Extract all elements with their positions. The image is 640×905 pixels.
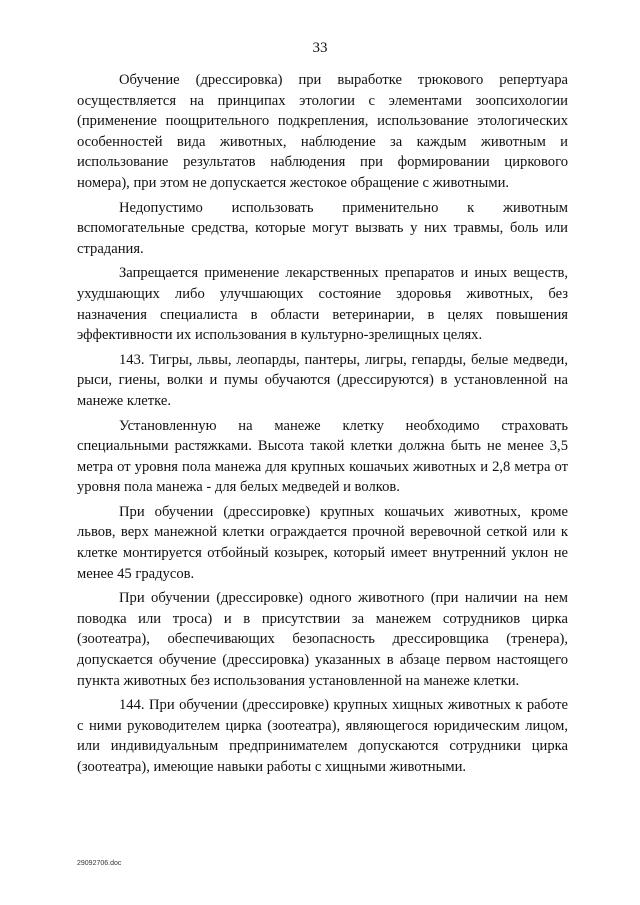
- paragraph-auxiliary-means: Недопустимо использовать применительно к животным вспомогательные средства, которые могут вызвать у них травмы, боль или страдания.: [77, 199, 568, 257]
- page-number: 33: [312, 40, 328, 56]
- paragraph-cage-net: При обучении (дрессировке) крупных кошачьих животных, кроме львов, верх манежной клетки ограждается прочной веревочной сеткой или к клетке монтируется отбойный козырек, который имеет внутренний уклон не менее 45 градусов.: [77, 503, 568, 582]
- paragraph-medication-ban: Запрещается применение лекарственных препаратов и иных веществ, ухудшающих либо улучшающих состояние здоровья животных, без назначения специалиста в области ветеринарии, в целях повышения эффективности их использования в культурно-зрелищных целях.: [77, 265, 568, 344]
- paragraph-training-principles: Обучение (дрессировка) при выработке трюкового репертуара осуществляется на принципах этологии с элементами зоопсихологии (применение поощрительного подкрепления, использование этологических особенностей вида животных, наблюдение за каждым животным и использование результатов наблюдения при формировании циркового номера), при этом не допускается жестокое обращение с животными.: [77, 72, 568, 191]
- footer-filename: 29092706.doc: [77, 860, 122, 867]
- paragraph-item-144: 144. При обучении (дрессировке) крупных хищных животных к работе с ними руководителем цирка (зоотеатра), являющегося юридическим лицом, или индивидуальным предпринимателем допускаются сотрудники цирка (зоотеатра), имеющие навыки работы с хищными животными.: [77, 697, 568, 775]
- paragraph-single-animal: При обучении (дрессировке) одного животного (при наличии на нем поводка или троса) и в присутствии за манежем сотрудников цирка (зоотеатра), обеспечивающих безопасность дрессировщика (тренера), допускается обучение (дрессировка) указанных в абзаце первом настоящего пункта животных без использования установленной на манеже клетки.: [77, 590, 568, 689]
- paragraph-item-143: 143. Тигры, львы, леопарды, пантеры, лигры, гепарды, белые медведи, рыси, гиены, волки и пумы обучаются (дрессируются) в установленной на манеже клетке.: [77, 351, 568, 409]
- document-body: [77, 70, 568, 782]
- paragraph-cage-height: Установленную на манеже клетку необходимо страховать специальными растяжками. Высота такой клетки должна быть не менее 3,5 метра от уровня пола манежа для крупных кошачьих животных и 2,8 метра от уровня пола манежа - для белых медведей и волков.: [77, 417, 568, 496]
